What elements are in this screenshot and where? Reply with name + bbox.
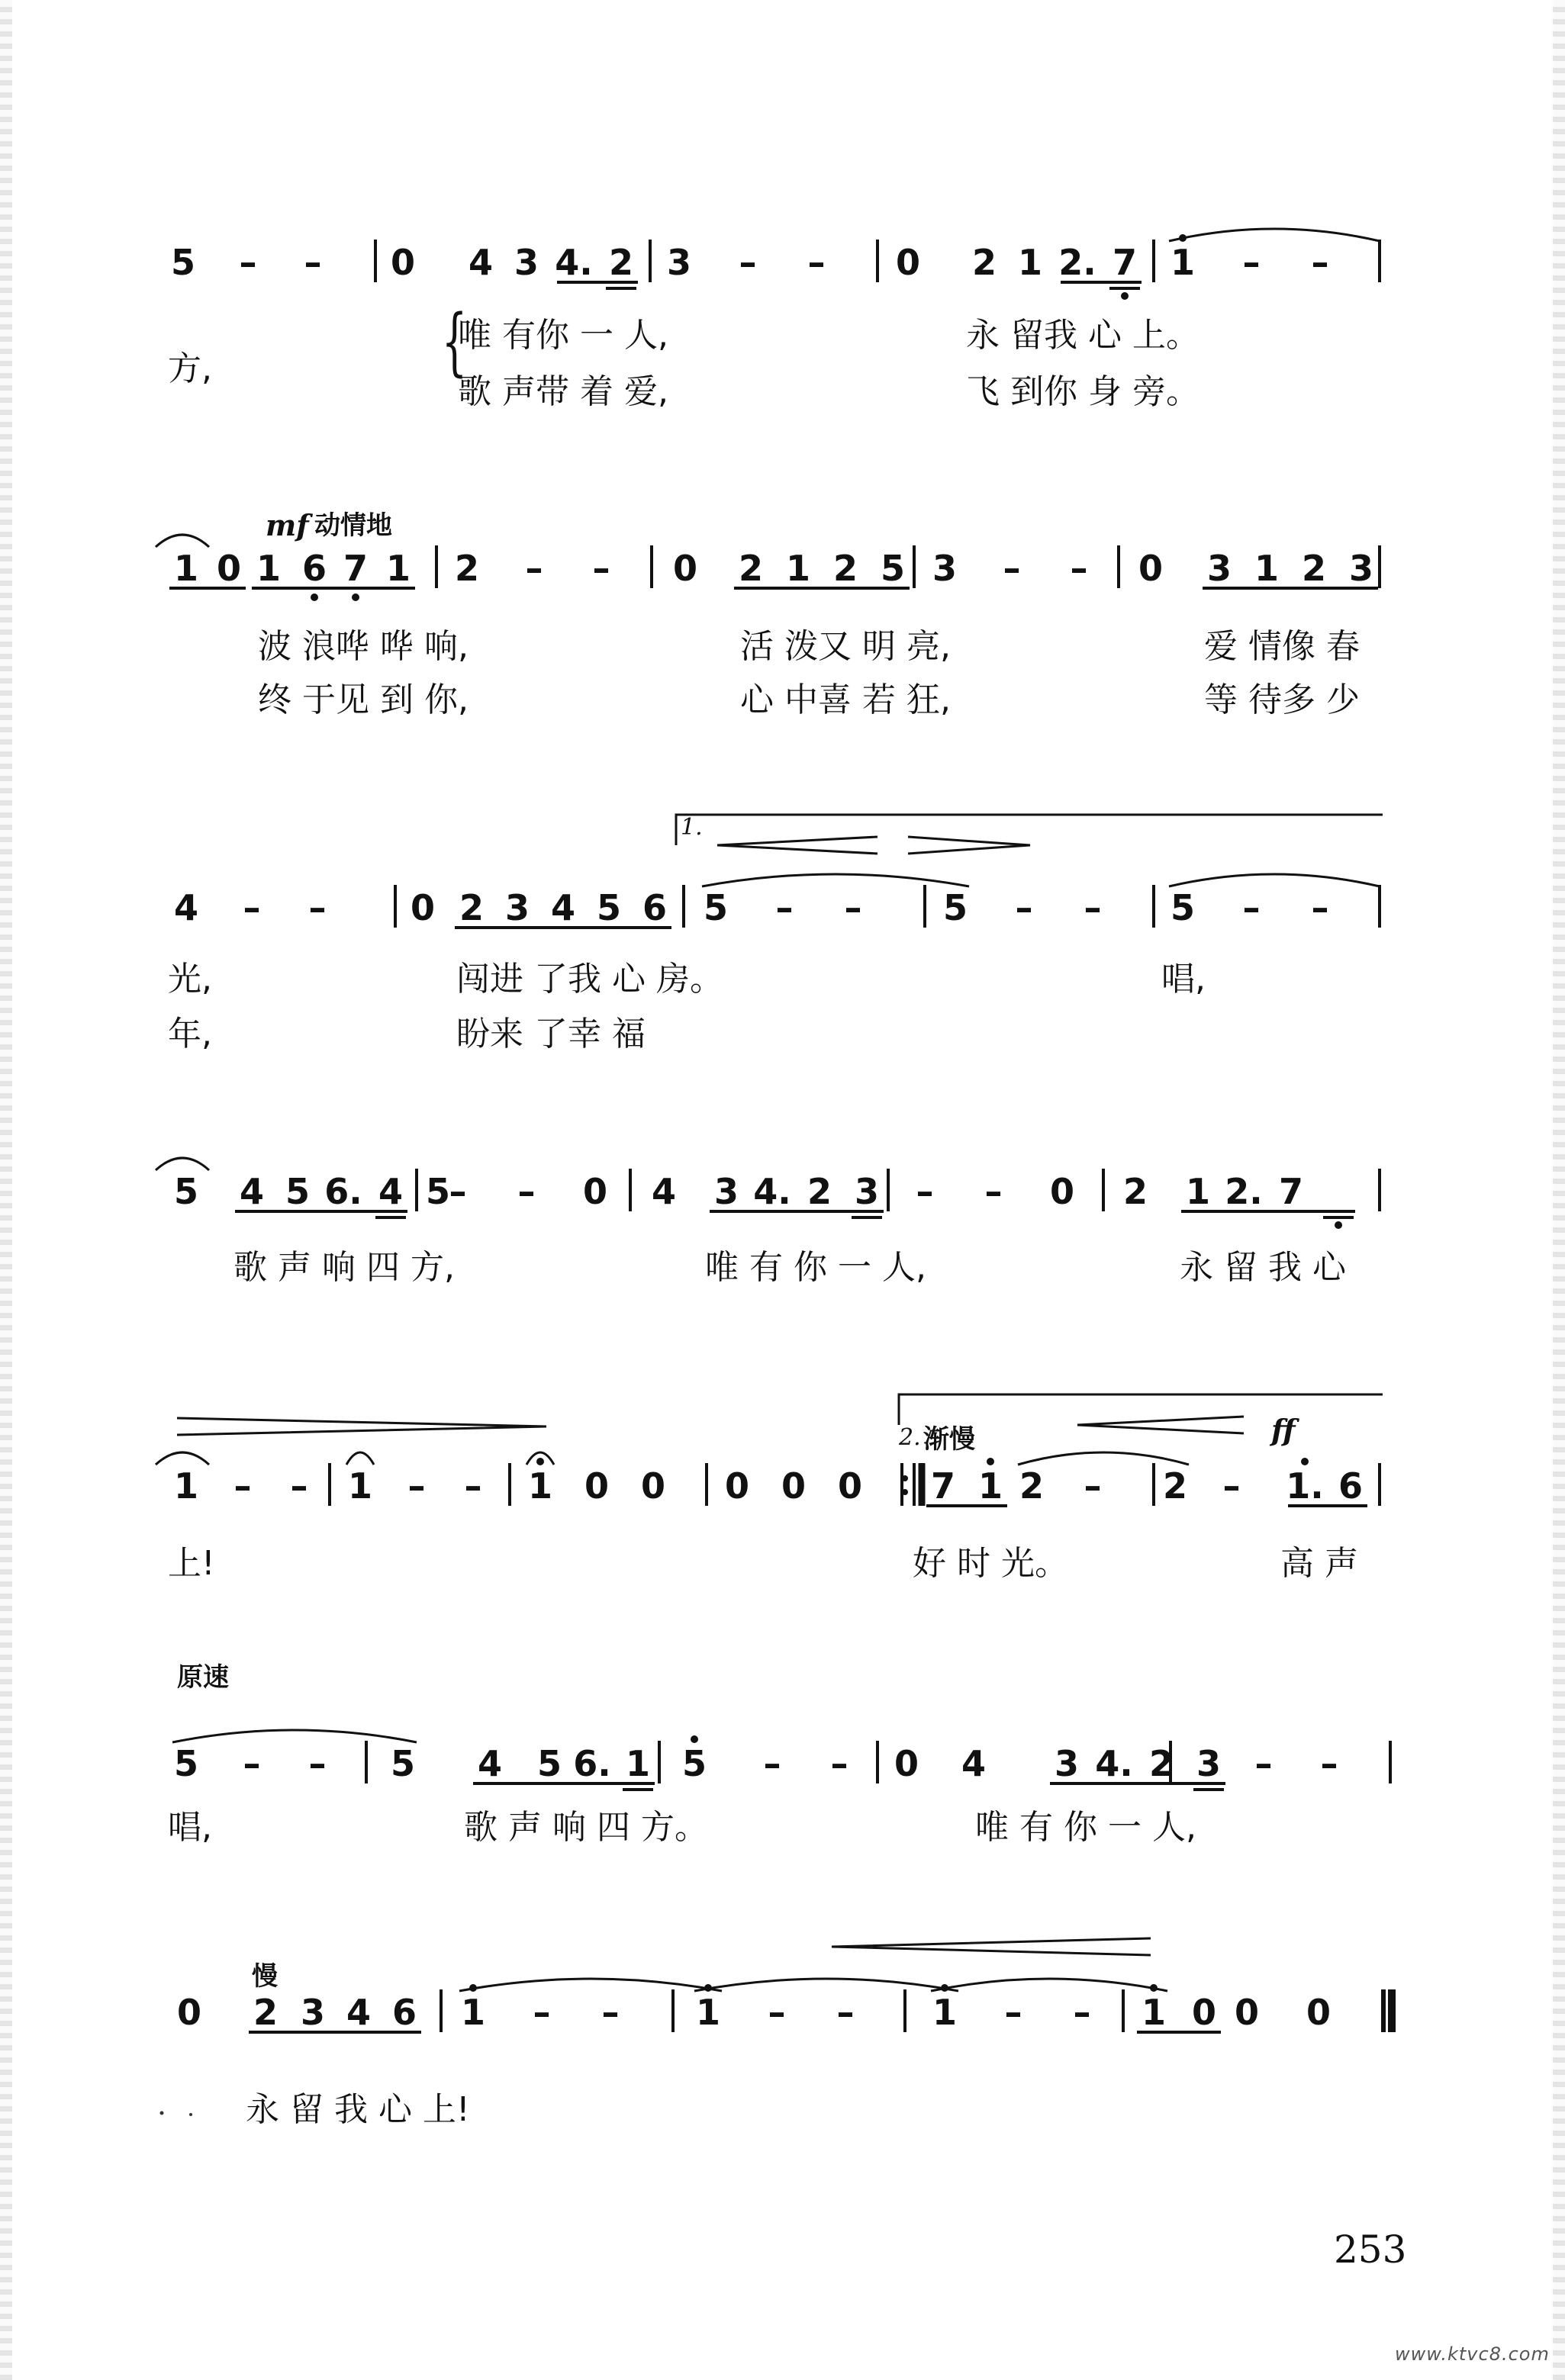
lyric-line: 高 声	[1280, 1544, 1358, 1583]
score-note: 1	[1141, 1992, 1167, 2033]
score-note: 0	[1306, 1992, 1332, 2033]
lyric-line: 唯 有 你 一 人,	[975, 1808, 1196, 1847]
score-note: 0	[781, 1465, 807, 1507]
dynamic-marking: mf	[266, 508, 309, 542]
score-note: –	[1320, 1743, 1338, 1784]
lyric-line: 光,	[168, 960, 212, 999]
score-note: 4	[468, 242, 494, 283]
score-note: 5	[596, 887, 622, 928]
score-note: 6	[1338, 1465, 1364, 1507]
score-note: 2	[454, 548, 480, 589]
score-note: 5	[681, 1743, 707, 1784]
score-note: –	[1311, 242, 1329, 283]
lyric-line: 唯 有你 一 人,	[458, 316, 668, 355]
score-note: –	[739, 242, 757, 283]
score-note: 2	[253, 1992, 279, 2033]
score-note: 4.	[555, 242, 593, 283]
score-note: 3	[854, 1171, 880, 1212]
score-note: –	[308, 1743, 327, 1784]
score-note: 4	[961, 1743, 987, 1784]
score-note: –	[517, 1171, 536, 1212]
lyric-line: 唱,	[1161, 960, 1206, 999]
score-note: 4	[477, 1743, 503, 1784]
score-note: 1	[785, 548, 811, 589]
score-note: 5	[703, 887, 729, 928]
score-note: 2	[807, 1171, 832, 1212]
score-note: 0	[410, 887, 436, 928]
lyric-line: 歌 声 响 四 方。	[464, 1808, 708, 1847]
score-note: –	[533, 1992, 551, 2033]
score-note: –	[1311, 887, 1329, 928]
score-note: 3	[504, 887, 530, 928]
score-note: 2	[459, 887, 485, 928]
verse-brace: {	[441, 299, 468, 384]
score-note: 1	[625, 1743, 651, 1784]
site-watermark: www.ktvc8.com	[1395, 2343, 1550, 2365]
score-note: –	[984, 1171, 1003, 1212]
score-note: 5	[390, 1743, 416, 1784]
lyric-line: 永 留 我 心 上!	[246, 2090, 470, 2129]
score-note: 4	[378, 1171, 404, 1212]
score-note: 0	[216, 548, 242, 589]
score-note: 4	[651, 1171, 677, 1212]
score-note: –	[449, 1171, 467, 1212]
score-note: –	[1073, 1992, 1091, 2033]
lyric-line: 永 留 我 心	[1180, 1248, 1346, 1287]
score-note: 0	[724, 1465, 750, 1507]
score-note: –	[1242, 242, 1261, 283]
score-note: –	[304, 242, 322, 283]
tempo-marking: 渐慢	[923, 1424, 975, 1455]
expression-marking: 动情地	[314, 510, 392, 541]
volta-label: 1.	[681, 814, 703, 841]
volta-label: 2.	[899, 1424, 921, 1451]
lyric-line: 波 浪哗 哗 响,	[258, 627, 469, 666]
score-note: 2	[608, 242, 634, 283]
score-note: 1	[173, 1465, 199, 1507]
score-note: 6	[391, 1992, 417, 2033]
score-note: –	[1004, 1992, 1022, 2033]
score-note: –	[844, 887, 862, 928]
score-note: –	[836, 1992, 855, 2033]
score-note: 0	[837, 1465, 863, 1507]
score-note: 0	[895, 242, 921, 283]
score-note: –	[775, 887, 794, 928]
score-note: 2	[1019, 1465, 1045, 1507]
score-note: 2	[1162, 1465, 1188, 1507]
score-note: 7	[930, 1465, 956, 1507]
score-note: 5	[425, 1171, 451, 1212]
score-note: 1.	[1286, 1465, 1324, 1507]
score-note: 1	[347, 1465, 373, 1507]
lyric-line: 终 于见 到 你,	[258, 680, 469, 719]
score-note: 0	[894, 1743, 919, 1784]
tempo-marking: 慢	[252, 1961, 278, 1992]
lyric-line: 活 泼又 明 亮,	[740, 627, 951, 666]
score-note: 0	[1191, 1992, 1217, 2033]
lyric-line: 唱,	[168, 1808, 212, 1847]
score-note: 5	[536, 1743, 562, 1784]
lyric-line: 爱 情像 春	[1204, 627, 1360, 666]
score-note: 0	[1049, 1171, 1075, 1212]
score-note: –	[308, 887, 327, 928]
score-note: 4	[239, 1171, 265, 1212]
score-note: 1	[385, 548, 411, 589]
dynamic-marking: ff	[1271, 1413, 1296, 1447]
score-note: 5	[173, 1171, 199, 1212]
score-note: 5	[942, 887, 968, 928]
score-note: –	[916, 1171, 934, 1212]
score-note: 7	[1278, 1171, 1304, 1212]
score-note: 0	[1138, 548, 1164, 589]
score-note: –	[601, 1992, 620, 2033]
score-note: 0	[390, 242, 416, 283]
score-note: 1	[1185, 1171, 1211, 1212]
score-note: 6.	[573, 1743, 611, 1784]
score-note: –	[1242, 887, 1261, 928]
score-note: 6	[301, 548, 327, 589]
score-note: 3	[514, 242, 539, 283]
score-note: –	[464, 1465, 482, 1507]
score-note: –	[290, 1465, 308, 1507]
score-note: 2.	[1225, 1171, 1263, 1212]
score-note: 4	[346, 1992, 372, 2033]
page-number: 253	[1334, 2227, 1407, 2272]
lyric-line: 盼来 了幸 福	[456, 1015, 646, 1053]
lyric-line: 年,	[168, 1015, 212, 1053]
score-note: 2	[1148, 1743, 1174, 1784]
score-note: 2.	[1058, 242, 1096, 283]
score-note: 1	[460, 1992, 486, 2033]
score-note: 3	[1196, 1743, 1222, 1784]
score-note: 2	[832, 548, 858, 589]
score-note: 1	[527, 1465, 553, 1507]
score-note: 6	[642, 887, 668, 928]
score-note: 3	[932, 548, 958, 589]
score-note: 3	[300, 1992, 326, 2033]
score-note: 1	[1017, 242, 1043, 283]
score-note: –	[1084, 1465, 1102, 1507]
score-note: 1	[932, 1992, 958, 2033]
score-note: –	[763, 1743, 781, 1784]
lyric-line: 歌 声带 着 爱,	[458, 372, 668, 411]
score-note: –	[807, 242, 826, 283]
score-note: –	[233, 1465, 252, 1507]
score-note: 0	[640, 1465, 666, 1507]
score-note: 1	[1170, 242, 1196, 283]
score-note: –	[407, 1465, 426, 1507]
score-note: 1	[695, 1992, 721, 2033]
score-note: 0	[582, 1171, 608, 1212]
score-note: 0	[584, 1465, 610, 1507]
score-note: 7	[1112, 242, 1138, 283]
score-note: –	[830, 1743, 849, 1784]
score-note: –	[1070, 548, 1088, 589]
score-note: –	[243, 1743, 261, 1784]
score-note: –	[525, 548, 543, 589]
score-note: 5	[1170, 887, 1196, 928]
score-note: 0	[672, 548, 698, 589]
score-note: –	[592, 548, 610, 589]
lyric-line: 飞 到你 身 旁。	[966, 372, 1200, 411]
score-note: 4	[550, 887, 576, 928]
lyric-line: 心 中喜 若 狂,	[740, 680, 951, 719]
lyric-line: 闯进 了我 心 房。	[456, 960, 723, 999]
score-note: 0	[176, 1992, 202, 2033]
score-note: 3	[713, 1171, 739, 1212]
score-note: 1	[1254, 548, 1280, 589]
score-note: 3	[1206, 548, 1232, 589]
score-note: –	[1222, 1465, 1241, 1507]
score-note: 0	[1234, 1992, 1260, 2033]
lyric-line: 歌 声 响 四 方,	[233, 1248, 455, 1287]
score-note: –	[1254, 1743, 1273, 1784]
tempo-marking: 原速	[177, 1662, 229, 1693]
score-note: 5	[285, 1171, 311, 1212]
score-note: 4.	[1095, 1743, 1133, 1784]
score-note: 1	[977, 1465, 1003, 1507]
score-note: 1	[256, 548, 282, 589]
lyric-line: 永 留我 心 上。	[966, 316, 1200, 355]
score-note: 6.	[324, 1171, 362, 1212]
score-note: –	[1003, 548, 1021, 589]
score-note: –	[768, 1992, 786, 2033]
score-note: –	[1084, 887, 1102, 928]
lyric-line: 等 待多 少	[1204, 680, 1360, 719]
score-note: 3	[1348, 548, 1374, 589]
score-note: 5	[170, 242, 196, 283]
score-note: 7	[343, 548, 369, 589]
lyric-line: 唯 有 你 一 人,	[705, 1248, 926, 1287]
score-note: 2	[1122, 1171, 1148, 1212]
score-note: 3	[1054, 1743, 1080, 1784]
lyric-line: 方,	[168, 349, 212, 388]
lyric-line: 上!	[168, 1544, 215, 1583]
score-note: –	[239, 242, 257, 283]
score-note: 5	[173, 1743, 199, 1784]
score-note: –	[1015, 887, 1033, 928]
score-note: 4	[173, 887, 199, 928]
lyric-line: 好 时 光。	[913, 1544, 1068, 1583]
score-note: 5	[880, 548, 906, 589]
score-note: 2	[738, 548, 764, 589]
score-note: 3	[666, 242, 692, 283]
score-note: –	[243, 887, 261, 928]
score-note: 4.	[753, 1171, 791, 1212]
score-note: 2	[1301, 548, 1327, 589]
score-note: 2	[971, 242, 997, 283]
score-note: 1	[173, 548, 199, 589]
